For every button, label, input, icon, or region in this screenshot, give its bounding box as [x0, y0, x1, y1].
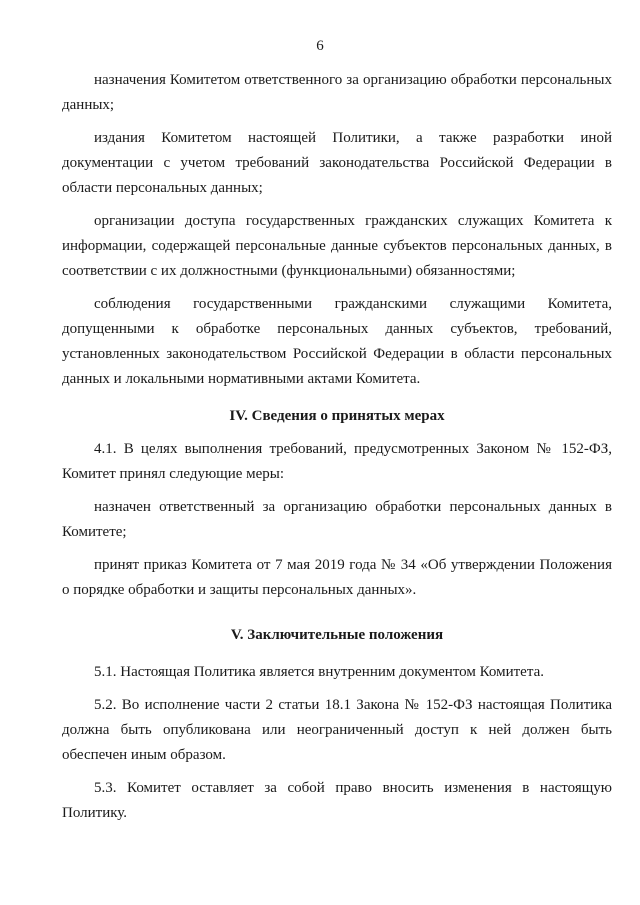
paragraph: назначен ответственный за организацию обработки персональных данных в Комитете;: [62, 499, 612, 540]
paragraph: принят приказ Комитета от 7 мая 2019 года № 34 «Об утверждении Положения о порядке обработки и защиты персональных данных».: [62, 557, 612, 598]
list-item: организации доступа государственных гражданских служащих Комитета к информации, содержащей персональные данные субъектов персональных данных, в соответствии с их должностными (функциональными) обязанностями;: [62, 213, 612, 279]
paragraph: 5.1. Настоящая Политика является внутренним документом Комитета.: [94, 664, 544, 680]
list-item: издания Комитетом настоящей Политики, а также разработки иной документации с учетом требований законодательства Российской Федерации в области персональных данных;: [62, 130, 612, 196]
paragraph: 5.3. Комитет оставляет за собой право вносить изменения в настоящую Политику.: [62, 780, 612, 821]
list-item: назначения Комитетом ответственного за организацию обработки персональных данных;: [62, 72, 612, 113]
paragraph: 5.2. Во исполнение части 2 статьи 18.1 Закона № 152-ФЗ настоящая Политика должна быть опубликована или неограниченный доступ к ней должен быть обеспечен иным образом.: [62, 697, 612, 763]
section-heading-v: V. Заключительные положения: [230, 627, 444, 643]
paragraph: 4.1. В целях выполнения требований, предусмотренных Законом № 152-ФЗ, Комитет принял следующие меры:: [62, 441, 612, 482]
document-body: [62, 68, 612, 826]
page-number: 6: [316, 38, 324, 54]
section-heading-iv: IV. Сведения о принятых мерах: [229, 408, 445, 424]
list-item: соблюдения государственными гражданскими служащими Комитета, допущенными к обработке персональных данных субъектов, требований, установленных законодательством Российской Федерации в области персональных данных и локальными нормативными актами Комитета.: [62, 296, 612, 387]
